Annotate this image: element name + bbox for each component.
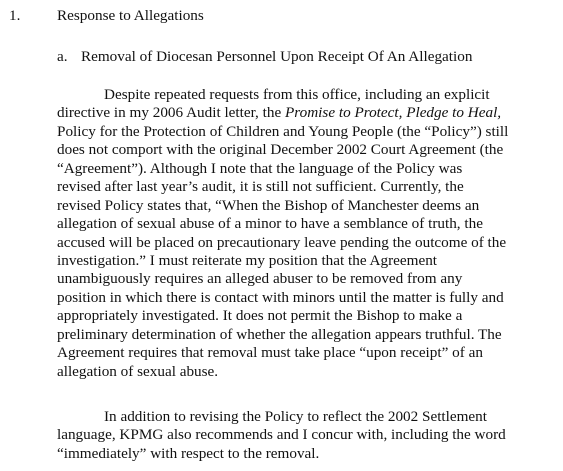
paragraph-line: position in which there is contact with minors until the matter is fully and xyxy=(57,288,504,306)
paragraph-line: Agreement requires that removal must take place “upon receipt” of an xyxy=(57,344,483,362)
paragraph-line: Policy for the Protection of Children and Young People (the “Policy”) still xyxy=(57,122,509,140)
paragraph-1 xyxy=(57,86,557,381)
paragraph-line: “Agreement”). Although I note that the language of the Policy was xyxy=(57,159,463,177)
paragraph-line: “immediately” with respect to the removal. xyxy=(57,444,320,462)
paragraph-line: In addition to revising the Policy to reflect the 2002 Settlement xyxy=(104,408,487,425)
subsection-letter: a. xyxy=(57,48,68,65)
paragraph-line: revised Policy states that, “When the Bishop of Manchester deems an xyxy=(57,196,480,214)
section-title: Response to Allegations xyxy=(57,7,204,24)
subsection-heading xyxy=(57,48,472,66)
paragraph-line: investigation.” I must reiterate my position that the Agreement xyxy=(57,251,438,269)
policy-title-italic: Promise to Protect, Pledge to Heal, xyxy=(285,104,502,122)
paragraph-line: revised after last year’s audit, it is still not sufficient. Currently, the xyxy=(57,178,464,196)
paragraph-text: directive in my 2006 Audit letter, the xyxy=(57,104,285,122)
subsection-title: Removal of Diocesan Personnel Upon Receipt Of An Allegation xyxy=(81,48,473,65)
paragraph-line xyxy=(57,104,557,122)
paragraph-line: accused will be placed on precautionary leave pending the outcome of the xyxy=(57,233,507,251)
paragraph-2 xyxy=(57,408,557,463)
paragraph-line: allegation of sexual abuse of a minor to have a semblance of truth, the xyxy=(57,215,483,233)
paragraph-line: language, KPMG also recommends and I concur with, including the word xyxy=(57,426,506,444)
paragraph-line: allegation of sexual abuse. xyxy=(57,362,219,380)
paragraph-line: appropriately investigated. It does not permit the Bishop to make a xyxy=(57,307,463,325)
section-heading xyxy=(9,7,204,25)
paragraph-line: unambiguously requires an alleged abuser to be removed from any xyxy=(57,270,463,288)
section-number: 1. xyxy=(9,7,21,24)
paragraph-line: Despite repeated requests from this office, including an explicit xyxy=(104,86,490,103)
paragraph-line: does not comport with the original December 2002 Court Agreement (the xyxy=(57,141,504,159)
paragraph-line: preliminary determination of whether the allegation appears truthful. The xyxy=(57,325,502,343)
